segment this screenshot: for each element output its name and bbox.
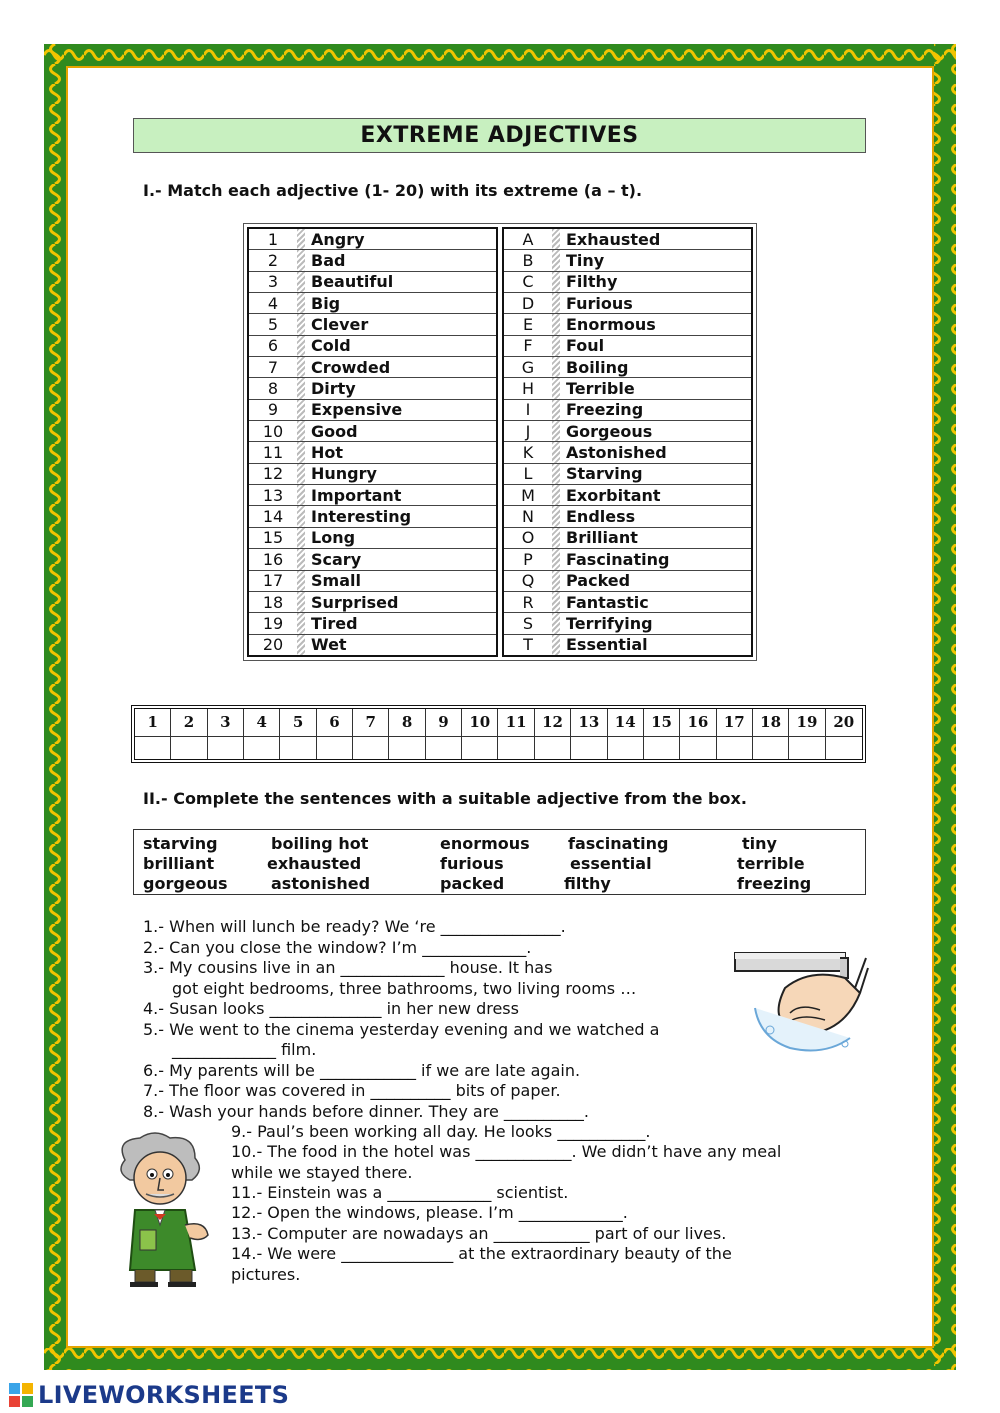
extreme-adjective-label: B — [522, 251, 534, 271]
extreme-adjective-word: Terrifying — [566, 613, 653, 633]
adjective-word: Dirty — [311, 379, 356, 399]
extreme-adjective-word: Filthy — [566, 272, 618, 292]
adjective-label: 20 — [262, 635, 284, 655]
extreme-adjective-label: P — [523, 549, 533, 569]
extreme-adjective-row — [504, 635, 751, 655]
adjective-row — [249, 571, 496, 592]
sentence-12: 12.- Open the windows, please. I’m _____________. — [231, 1203, 628, 1222]
extreme-adjective-row — [504, 336, 751, 357]
adjective-word: Surprised — [311, 592, 399, 612]
answer-cell[interactable] — [317, 737, 353, 759]
adjective-row — [249, 506, 496, 527]
liveworksheets-logo — [8, 1381, 289, 1409]
hatched-divider — [552, 421, 560, 441]
worksheet-title: EXTREME ADJECTIVES — [133, 118, 866, 153]
answer-cell[interactable] — [208, 737, 244, 759]
answer-grid-number: 8 — [389, 709, 425, 737]
scientist-illustration — [110, 1130, 220, 1288]
extreme-adjective-label: I — [525, 400, 531, 420]
extreme-adjective-word: Fascinating — [566, 549, 670, 569]
adjective-row — [249, 272, 496, 293]
adjective-label: 16 — [262, 549, 284, 569]
sentence-4: 4.- Susan looks ______________ in her new dress — [143, 999, 519, 1018]
extreme-adjective-label: C — [522, 272, 534, 292]
word-box — [133, 829, 866, 895]
hatched-divider — [552, 293, 560, 313]
adjective-label: 17 — [262, 571, 284, 591]
answer-grid-number: 9 — [426, 709, 462, 737]
hatched-divider — [297, 421, 305, 441]
adjective-row — [249, 357, 496, 378]
adjective-label: 12 — [262, 464, 284, 484]
extreme-adjective-row — [504, 485, 751, 506]
extreme-adjective-row — [504, 293, 751, 314]
extreme-adjective-label: T — [523, 635, 533, 655]
extreme-adjective-row — [504, 571, 751, 592]
extreme-adjective-word: Gorgeous — [566, 421, 653, 441]
word-box-item: gorgeous — [143, 874, 228, 893]
hatched-divider — [297, 378, 305, 398]
sentence-9: 9.- Paul’s been working all day. He looks ___________. — [231, 1122, 651, 1141]
adjective-column — [247, 227, 498, 657]
hatched-divider — [297, 485, 305, 505]
answer-grid-number: 1 — [135, 709, 171, 737]
word-box-item: astonished — [271, 874, 371, 893]
adjective-row — [249, 229, 496, 250]
extreme-adjective-label: S — [522, 613, 534, 633]
matching-table — [243, 223, 757, 661]
adjective-label: 10 — [262, 421, 284, 441]
adjective-word: Wet — [311, 635, 347, 655]
hatched-divider — [297, 229, 305, 249]
hatched-divider — [552, 442, 560, 462]
hatched-divider — [552, 506, 560, 526]
extreme-adjective-word: Essential — [566, 635, 648, 655]
hatched-divider — [552, 378, 560, 398]
extreme-adjective-label: D — [521, 293, 535, 313]
adjective-word: Scary — [311, 549, 362, 569]
adjective-word: Hot — [311, 443, 344, 463]
hatched-divider — [297, 464, 305, 484]
answer-cell[interactable] — [280, 737, 316, 759]
hatched-divider — [297, 613, 305, 633]
adjective-label: 2 — [267, 251, 279, 271]
extreme-adjective-word: Brilliant — [566, 528, 638, 548]
sentence-14: 14.- We were ______________ at the extraordinary beauty of the — [231, 1244, 732, 1263]
extreme-adjective-row — [504, 613, 751, 634]
word-box-item: packed — [440, 874, 505, 893]
answer-grid-number: 20 — [826, 709, 862, 737]
answer-grid-number: 6 — [317, 709, 353, 737]
answer-cell[interactable] — [644, 737, 680, 759]
word-box-item: essential — [570, 854, 652, 873]
hatched-divider — [297, 506, 305, 526]
adjective-label: 5 — [267, 315, 279, 335]
word-box-item: filthy — [564, 874, 611, 893]
sentence-13: 13.- Computer are nowadays an ____________ part of our lives. — [231, 1224, 727, 1243]
extreme-adjective-word: Boiling — [566, 357, 629, 377]
hatched-divider — [552, 400, 560, 420]
adjective-word: Tired — [311, 613, 358, 633]
word-box-item: tiny — [742, 834, 777, 853]
hatched-divider — [297, 336, 305, 356]
answer-grid-number: 10 — [462, 709, 498, 737]
adjective-label: 9 — [267, 400, 279, 420]
extreme-adjective-label: M — [521, 485, 535, 505]
answer-grid-number: 12 — [535, 709, 571, 737]
extreme-adjective-row — [504, 592, 751, 613]
hatched-divider — [552, 336, 560, 356]
extreme-adjective-row — [504, 442, 751, 463]
hatched-divider — [297, 314, 305, 334]
word-box-item: exhausted — [267, 854, 362, 873]
adjective-row — [249, 485, 496, 506]
extreme-adjective-label: O — [521, 528, 535, 548]
extreme-adjective-label: F — [523, 336, 533, 356]
adjective-row — [249, 400, 496, 421]
hatched-divider — [552, 464, 560, 484]
extreme-adjective-word: Packed — [566, 571, 631, 591]
hatched-divider — [552, 571, 560, 591]
adjective-word: Bad — [311, 251, 346, 271]
adjective-label: 19 — [262, 613, 284, 633]
extreme-adjective-row — [504, 272, 751, 293]
hatched-divider — [297, 400, 305, 420]
answer-cell[interactable] — [717, 737, 753, 759]
extreme-adjective-row — [504, 528, 751, 549]
extreme-adjective-label: R — [522, 592, 534, 612]
adjective-word: Hungry — [311, 464, 377, 484]
hatched-divider — [297, 442, 305, 462]
sentence-10-continued: while we stayed there. — [231, 1163, 413, 1182]
adjective-row — [249, 250, 496, 271]
sentence-1: 1.- When will lunch be ready? We ‘re _______________. — [143, 917, 566, 936]
answer-cell[interactable] — [135, 737, 171, 759]
extreme-adjective-word: Fantastic — [566, 592, 649, 612]
section1-instruction: I.- Match each adjective (1- 20) with its extreme (a – t). — [143, 181, 643, 200]
adjective-row — [249, 336, 496, 357]
extreme-adjective-row — [504, 357, 751, 378]
sentence-6: 6.- My parents will be ____________ if we are late again. — [143, 1061, 581, 1080]
extreme-adjective-row — [504, 464, 751, 485]
extreme-adjective-label: K — [522, 443, 534, 463]
adjective-word: Long — [311, 528, 356, 548]
answer-cell[interactable] — [680, 737, 716, 759]
liveworksheets-logo-icon — [8, 1382, 34, 1408]
hatched-divider — [297, 635, 305, 655]
extreme-adjective-word: Foul — [566, 336, 605, 356]
hatched-divider — [552, 229, 560, 249]
answer-grid-number: 15 — [644, 709, 680, 737]
adjective-row — [249, 442, 496, 463]
hatched-divider — [297, 272, 305, 292]
adjective-label: 7 — [267, 357, 279, 377]
word-box-item: furious — [440, 854, 504, 873]
answer-cell[interactable] — [498, 737, 534, 759]
sentence-14-continued: pictures. — [231, 1265, 301, 1284]
answer-cell[interactable] — [571, 737, 607, 759]
adjective-label: 6 — [267, 336, 279, 356]
adjective-row — [249, 421, 496, 442]
extreme-adjective-row — [504, 506, 751, 527]
sentence-5-continued: _____________ film. — [172, 1040, 317, 1059]
extreme-adjective-row — [504, 250, 751, 271]
sentence-10: 10.- The food in the hotel was ____________. We didn’t have any meal — [231, 1142, 782, 1161]
extreme-adjective-label: N — [522, 507, 534, 527]
sentence-2: 2.- Can you close the window? I’m _____________. — [143, 938, 532, 957]
hatched-divider — [552, 314, 560, 334]
hatched-divider — [297, 571, 305, 591]
word-box-item: brilliant — [143, 854, 215, 873]
answer-grid-number: 11 — [498, 709, 534, 737]
word-box-item: starving — [143, 834, 218, 853]
adjective-label: 15 — [262, 528, 284, 548]
word-box-item: enormous — [440, 834, 530, 853]
adjective-label: 8 — [267, 379, 279, 399]
hatched-divider — [552, 592, 560, 612]
sentence-3-continued: got eight bedrooms, three bathrooms, two living rooms … — [172, 979, 637, 998]
extreme-adjective-column — [502, 227, 753, 657]
extreme-adjective-label: Q — [521, 571, 535, 591]
extreme-adjective-word: Terrible — [566, 379, 635, 399]
answer-grid-number: 4 — [244, 709, 280, 737]
answer-cell[interactable] — [353, 737, 389, 759]
answer-cell[interactable] — [753, 737, 789, 759]
extreme-adjective-label: L — [523, 464, 533, 484]
extreme-adjective-row — [504, 314, 751, 335]
hatched-divider — [297, 250, 305, 270]
word-box-item: freezing — [737, 874, 812, 893]
answer-cell[interactable] — [389, 737, 425, 759]
answer-grid-number: 7 — [353, 709, 389, 737]
extreme-adjective-label: G — [521, 357, 535, 377]
extreme-adjective-word: Endless — [566, 507, 636, 527]
answer-grid-number: 5 — [280, 709, 316, 737]
adjective-label: 4 — [267, 293, 279, 313]
adjective-word: Good — [311, 421, 358, 441]
extreme-adjective-word: Exorbitant — [566, 485, 661, 505]
hatched-divider — [297, 293, 305, 313]
adjective-label: 3 — [267, 272, 279, 292]
adjective-row — [249, 635, 496, 655]
extreme-adjective-word: Starving — [566, 464, 643, 484]
adjective-word: Important — [311, 485, 402, 505]
answer-cell[interactable] — [462, 737, 498, 759]
extreme-adjective-row — [504, 229, 751, 250]
sentence-7: 7.- The floor was covered in __________ bits of paper. — [143, 1081, 561, 1100]
extreme-adjective-word: Astonished — [566, 443, 667, 463]
adjective-label: 1 — [267, 229, 279, 249]
extreme-adjective-row — [504, 421, 751, 442]
extreme-adjective-row — [504, 378, 751, 399]
extreme-adjective-word: Enormous — [566, 315, 656, 335]
extreme-adjective-word: Furious — [566, 293, 633, 313]
adjective-word: Beautiful — [311, 272, 394, 292]
answer-cell[interactable] — [535, 737, 571, 759]
answer-grid-number: 14 — [608, 709, 644, 737]
adjective-label: 14 — [262, 507, 284, 527]
answer-grid-number: 18 — [753, 709, 789, 737]
extreme-adjective-row — [504, 400, 751, 421]
word-box-item: boiling hot — [271, 834, 369, 853]
extreme-adjective-label: E — [522, 315, 534, 335]
answer-grid-number: 19 — [789, 709, 825, 737]
sentence-3: 3.- My cousins live in an _____________ house. It has — [143, 958, 553, 977]
adjective-label: 13 — [262, 485, 284, 505]
answer-grid — [131, 705, 866, 763]
section2-instruction: II.- Complete the sentences with a suitable adjective from the box. — [143, 789, 747, 808]
extreme-adjective-word: Freezing — [566, 400, 644, 420]
sentence-11: 11.- Einstein was a _____________ scientist. — [231, 1183, 569, 1202]
adjective-row — [249, 613, 496, 634]
answer-cell[interactable] — [826, 737, 862, 759]
extreme-adjective-word: Tiny — [566, 251, 605, 271]
answer-cell[interactable] — [426, 737, 462, 759]
word-box-item: terrible — [737, 854, 805, 873]
hatched-divider — [552, 613, 560, 633]
adjective-row — [249, 549, 496, 570]
hatched-divider — [297, 592, 305, 612]
adjective-word: Expensive — [311, 400, 403, 420]
adjective-row — [249, 592, 496, 613]
hatched-divider — [552, 485, 560, 505]
answer-cell[interactable] — [244, 737, 280, 759]
hatched-divider — [552, 357, 560, 377]
adjective-row — [249, 528, 496, 549]
sentence-5: 5.- We went to the cinema yesterday evening and we watched a — [143, 1020, 660, 1039]
hatched-divider — [552, 250, 560, 270]
adjective-label: 11 — [262, 443, 284, 463]
answer-grid-number: 3 — [208, 709, 244, 737]
hatched-divider — [297, 357, 305, 377]
adjective-word: Interesting — [311, 507, 412, 527]
adjective-row — [249, 464, 496, 485]
adjective-row — [249, 293, 496, 314]
answer-cell[interactable] — [789, 737, 825, 759]
answer-grid-number: 16 — [680, 709, 716, 737]
adjective-word: Cold — [311, 336, 351, 356]
hatched-divider — [297, 549, 305, 569]
hatched-divider — [297, 528, 305, 548]
word-box-item: fascinating — [568, 834, 669, 853]
adjective-word: Crowded — [311, 357, 391, 377]
answer-grid-number: 2 — [171, 709, 207, 737]
hatched-divider — [552, 635, 560, 655]
hatched-divider — [552, 272, 560, 292]
adjective-word: Clever — [311, 315, 369, 335]
adjective-word: Small — [311, 571, 361, 591]
hatched-divider — [552, 549, 560, 569]
adjective-word: Big — [311, 293, 341, 313]
extreme-adjective-label: H — [521, 379, 535, 399]
extreme-adjective-row — [504, 549, 751, 570]
extreme-adjective-label: A — [522, 229, 534, 249]
hatched-divider — [552, 528, 560, 548]
extreme-adjective-label: J — [525, 421, 531, 441]
hand-washing-illustration — [730, 948, 870, 1058]
answer-grid-number: 17 — [717, 709, 753, 737]
extreme-adjective-word: Exhausted — [566, 229, 661, 249]
adjective-row — [249, 314, 496, 335]
adjective-row — [249, 378, 496, 399]
answer-grid-number: 13 — [571, 709, 607, 737]
adjective-word: Angry — [311, 229, 365, 249]
logo-text: LIVEWORKSHEETS — [38, 1381, 290, 1409]
adjective-label: 18 — [262, 592, 284, 612]
sentence-8: 8.- Wash your hands before dinner. They are __________. — [143, 1102, 589, 1121]
answer-cell[interactable] — [608, 737, 644, 759]
answer-cell[interactable] — [171, 737, 207, 759]
